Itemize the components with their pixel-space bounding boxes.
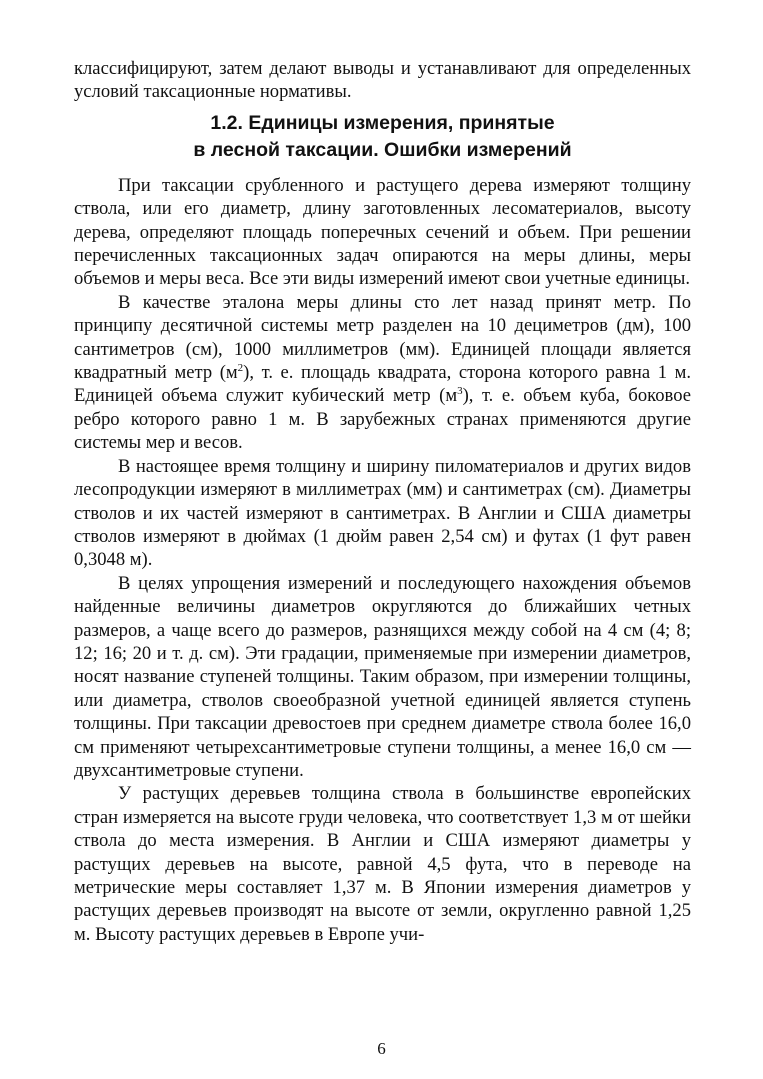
page-number: 6 (377, 1039, 386, 1058)
paragraph-measurements-intro: При таксации срубленного и растущего дерева измеряют толщину ствола, или его диаметр, длину заготовленных лесоматериалов, высоту дерева, определяют площадь поперечных сечений и объем. При решении перечисленных таксационных задач опираются на меры длины, меры объемов и меры веса. Все эти виды измерений имеют свои учетные единицы. (74, 174, 691, 290)
metric-units-text-2: ), т. е. площадь квадрата, сторона которого равна 1 м. Единицей объема служит кубический метр (м (74, 362, 692, 407)
section-heading-line-2: в лесной таксации. Ошибки измерений (193, 138, 572, 161)
section-heading (74, 110, 691, 164)
page-body (74, 57, 691, 946)
square-superscript: 2 (237, 361, 244, 374)
metric-units-text-1: В качестве эталона меры длины сто лет назад принят метр. По принципу десятичной системы метр разделен на 10 дециметров (дм), 100 сантиметров (см), 1000 миллиметров (мм). Единицей площади является квадратный метр (м (74, 291, 691, 384)
intro-paragraph: классифицируют, затем делают выводы и устанавливают для определенных условий таксационные нормативы. (74, 58, 691, 103)
section-heading-line-1: 1.2. Единицы измерения, принятые (210, 111, 555, 134)
paragraph-thickness-classes: В целях упрощения измерений и последующего нахождения объемов найденные величины диаметров округляются до ближайших четных размеров, а чаще всего до размеров, разнящихся между собой на 4 см (4; 8; 12; 16; 20 и т. д. см). Эти градации, применяемые при измерении диаметров, носят название ступеней толщины. Таким образом, при измерении толщины, или диаметра, стволов своеобразной учетной единицей является ступень толщины. При таксации древостоев при среднем диаметре ствола более 16,0 см применяют четырехсантиметровые ступени толщины, а менее 16,0 см — двухсантиметровые ступени. (74, 572, 691, 781)
metric-units-text-3: ), т. е. объем куба, боковое ребро которого равно 1 м. В зарубежных странах применяются другие системы мер и весов. (74, 385, 691, 454)
paragraph-breast-height: У растущих деревьев толщина ствола в большинстве европейских стран измеряется на высоте груди человека, что соответствует 1,3 м от шейки ствола до места измерения. В Англии и США измеряют диаметры у растущих деревьев на высоте, равной 4,5 фута, что в переводе на метрические меры составляет 1,37 м. В Японии измерения диаметров у растущих деревьев производят на высоте от земли, округленно равной 1,25 м. Высоту растущих деревьев в Европе учи- (74, 783, 691, 945)
paragraph-lumber-dimensions: В настоящее время толщину и ширину пиломатериалов и других видов лесопродукции измеряют в миллиметрах (мм) и сантиметрах (см). Диаметры стволов и их частей измеряют в сантиметрах. В Англии и США диаметры стволов измеряют в дюймах (1 дюйм равен 2,54 см) и футах (1 фут равен 0,3048 м). (74, 455, 691, 571)
paragraph-metric-units (74, 291, 691, 455)
cube-superscript: 3 (457, 385, 463, 398)
